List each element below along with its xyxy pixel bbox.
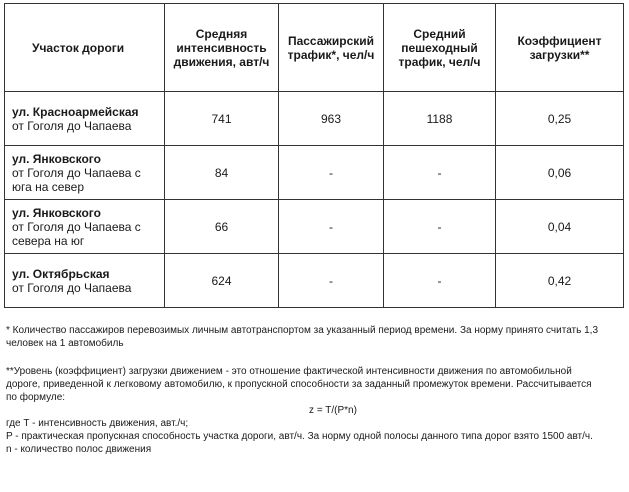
section-cell (5, 254, 165, 308)
header-pedestrian-traffic: Средний пешеходный трафик, чел/ч (384, 4, 496, 92)
street-extent: от Гоголя до Чапаева с севера на юг (12, 219, 141, 248)
passenger-cell: 963 (279, 92, 384, 146)
intensity-cell: 624 (165, 254, 279, 308)
street-extent: от Гоголя до Чапаева (12, 118, 132, 133)
header-load-coefficient: Коэффициент загрузки** (496, 4, 624, 92)
header-intensity: Средняя интенсивность движения, авт/ч (165, 4, 279, 92)
intensity-cell: 66 (165, 200, 279, 254)
section-cell (5, 92, 165, 146)
pedestrian-cell: - (384, 200, 496, 254)
footnote-load-level: **Уровень (коэффициент) загрузки движением - это отношение фактической интенсивности движения по автомобильной дороге, приведенной к легковому автомобилю, к пропускной способности за заданный промежуток времени. Рассчитывается по формуле: (6, 366, 592, 403)
load-cell: 0,06 (496, 146, 624, 200)
header-passenger-traffic: Пассажирский трафик*, чел/ч (279, 4, 384, 92)
pedestrian-cell: 1188 (384, 92, 496, 146)
header-section: Участок дороги (5, 4, 165, 92)
street-name: ул. Октябрьская (12, 266, 110, 281)
intensity-cell: 741 (165, 92, 279, 146)
street-name: ул. Янковского (12, 151, 101, 166)
pedestrian-cell: - (384, 254, 496, 308)
table-row (5, 200, 624, 254)
section-cell (5, 146, 165, 200)
table-row (5, 92, 624, 146)
passenger-cell: - (279, 146, 384, 200)
traffic-table (4, 3, 624, 308)
table-row (5, 254, 624, 308)
table-row (5, 146, 624, 200)
street-name: ул. Янковского (12, 205, 101, 220)
street-name: ул. Красноармейская (12, 104, 139, 119)
section-cell (5, 200, 165, 254)
definition-n: n - количество полос движения (6, 444, 152, 455)
pedestrian-cell: - (384, 146, 496, 200)
load-cell: 0,25 (496, 92, 624, 146)
document (4, 3, 626, 456)
passenger-cell: - (279, 254, 384, 308)
load-cell: 0,42 (496, 254, 624, 308)
definition-t: где T - интенсивность движения, авт./ч; (6, 418, 189, 429)
street-extent: от Гоголя до Чапаева с юга на север (12, 165, 141, 194)
load-cell: 0,04 (496, 200, 624, 254)
passenger-cell: - (279, 200, 384, 254)
street-extent: от Гоголя до Чапаева (12, 280, 132, 295)
table-header-row (5, 4, 624, 92)
footnote-passengers: * Количество пассажиров перевозимых личным автотранспортом за указанный период времени. За норму принято считать 1,3 человек на 1 автомобиль (6, 325, 599, 349)
intensity-cell: 84 (165, 146, 279, 200)
load-formula: z = T/(P*n) (309, 405, 357, 416)
footnotes (4, 324, 626, 456)
definition-p: P - практическая пропускная способность участка дороги, авт/ч. За норму одной полосы данного типа дорог взято 1500 авт/ч. (6, 431, 593, 442)
